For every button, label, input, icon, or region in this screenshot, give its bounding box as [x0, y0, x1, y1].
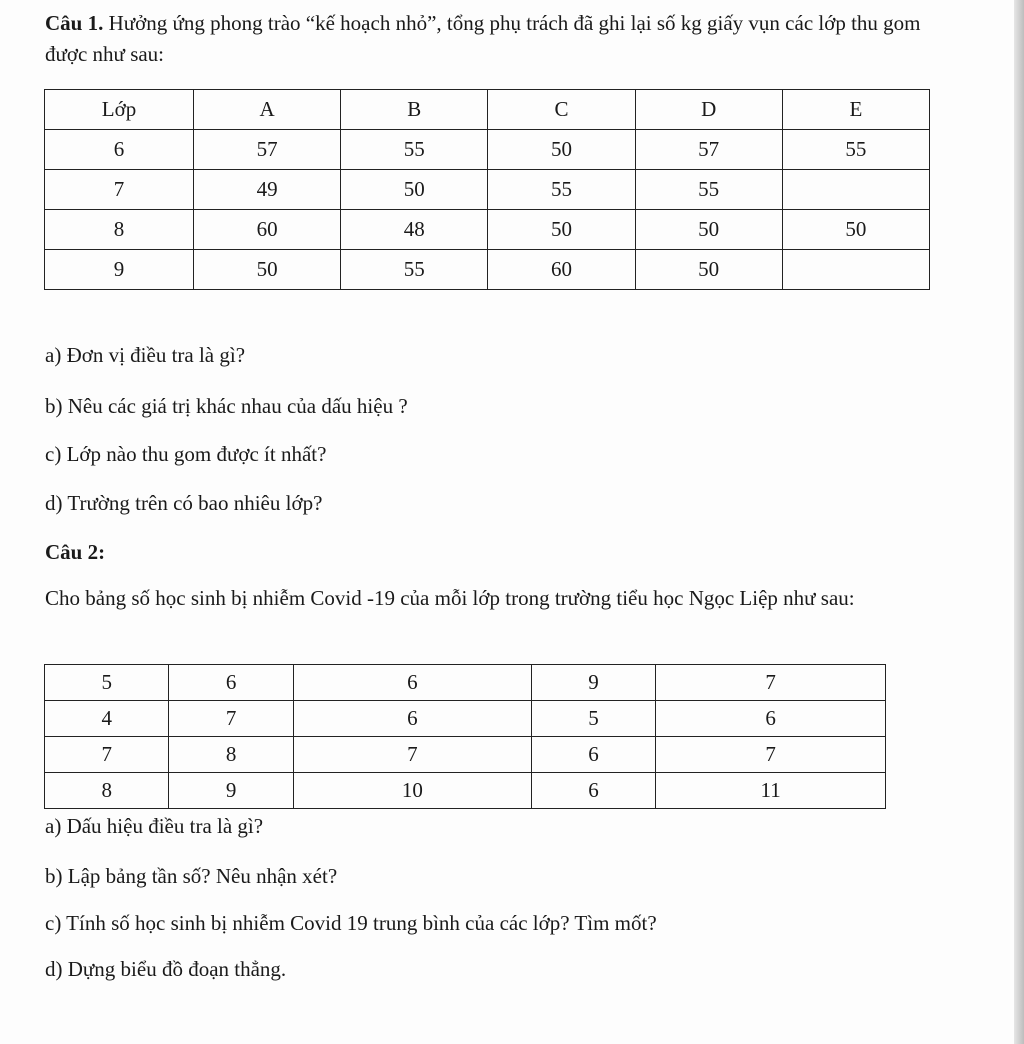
table-cell: 10 — [293, 773, 531, 809]
table-cell: 9 — [531, 665, 655, 701]
table-cell: 50 — [194, 250, 341, 290]
table-cell: 50 — [488, 210, 635, 250]
page-edge-shadow — [1014, 0, 1024, 1044]
table-row — [45, 737, 886, 773]
table-cell: 57 — [635, 130, 782, 170]
table-cell: 6 — [45, 130, 194, 170]
table-cell: 9 — [169, 773, 293, 809]
header-cell: Lớp — [45, 90, 194, 130]
table-cell: 50 — [635, 250, 782, 290]
table-row — [45, 130, 930, 170]
table-cell: 6 — [293, 665, 531, 701]
table-cell: 55 — [488, 170, 635, 210]
q2-question-b: b) Lập bảng tần số? Nêu nhận xét? — [45, 864, 338, 888]
q1-question-b: b) Nêu các giá trị khác nhau của dấu hiệu ? — [45, 394, 408, 418]
table-row — [45, 210, 930, 250]
q2-label: Câu 2: — [45, 540, 106, 564]
q1-question-a: a) Đơn vị điều tra là gì? — [45, 343, 246, 367]
table-cell: 60 — [488, 250, 635, 290]
table-cell: 8 — [45, 210, 194, 250]
table-header-row — [45, 90, 930, 130]
table-cell: 55 — [341, 130, 488, 170]
table-cell: 5 — [531, 701, 655, 737]
table-cell: 7 — [656, 665, 886, 701]
table-cell: 57 — [194, 130, 341, 170]
q1-question-d: d) Trường trên có bao nhiêu lớp? — [45, 491, 323, 515]
table-cell: 11 — [656, 773, 886, 809]
table-cell: 4 — [45, 701, 169, 737]
q2-table — [44, 664, 886, 809]
table-cell: 48 — [341, 210, 488, 250]
header-cell: B — [341, 90, 488, 130]
q1-question-c: c) Lớp nào thu gom được ít nhất? — [45, 442, 327, 466]
header-cell: C — [488, 90, 635, 130]
table-cell: 9 — [45, 250, 194, 290]
table-row — [45, 773, 886, 809]
header-cell: A — [194, 90, 341, 130]
header-cell: D — [635, 90, 782, 130]
table-cell: 50 — [782, 210, 929, 250]
table-row — [45, 665, 886, 701]
table-cell: 55 — [341, 250, 488, 290]
table-cell: 55 — [782, 130, 929, 170]
table-cell: 50 — [635, 210, 782, 250]
table-cell: 8 — [45, 773, 169, 809]
table-cell: 6 — [531, 773, 655, 809]
table-cell — [782, 250, 929, 290]
table-cell: 7 — [293, 737, 531, 773]
table-cell: 7 — [169, 701, 293, 737]
table-cell: 6 — [531, 737, 655, 773]
q1-intro-text: Hưởng ứng phong trào “kế hoạch nhỏ”, tổng phụ trách đã ghi lại số kg giấy vụn các lớp thu gom được như sau: — [45, 11, 921, 66]
table-cell: 60 — [194, 210, 341, 250]
q2-question-c: c) Tính số học sinh bị nhiễm Covid 19 trung bình của các lớp? Tìm mốt? — [45, 911, 657, 935]
table-cell — [782, 170, 929, 210]
q1-table — [44, 89, 930, 290]
table-cell: 6 — [169, 665, 293, 701]
table-row — [45, 250, 930, 290]
table-cell: 6 — [293, 701, 531, 737]
table-cell: 5 — [45, 665, 169, 701]
table-cell: 7 — [45, 170, 194, 210]
table-cell: 50 — [341, 170, 488, 210]
q1-label: Câu 1. — [45, 11, 104, 35]
q2-question-d: d) Dựng biểu đồ đoạn thẳng. — [45, 957, 287, 981]
header-cell: E — [782, 90, 929, 130]
table-cell: 55 — [635, 170, 782, 210]
table-cell: 50 — [488, 130, 635, 170]
q2-question-a: a) Dấu hiệu điều tra là gì? — [45, 814, 264, 838]
table-cell: 7 — [45, 737, 169, 773]
table-cell: 8 — [169, 737, 293, 773]
q2-intro: Cho bảng số học sinh bị nhiễm Covid -19 của mỗi lớp trong trường tiểu học Ngọc Liệp như sau: — [45, 586, 855, 610]
table-row — [45, 701, 886, 737]
table-cell: 49 — [194, 170, 341, 210]
table-cell: 6 — [656, 701, 886, 737]
table-row — [45, 170, 930, 210]
table-cell: 7 — [656, 737, 886, 773]
q1-intro — [45, 8, 965, 70]
